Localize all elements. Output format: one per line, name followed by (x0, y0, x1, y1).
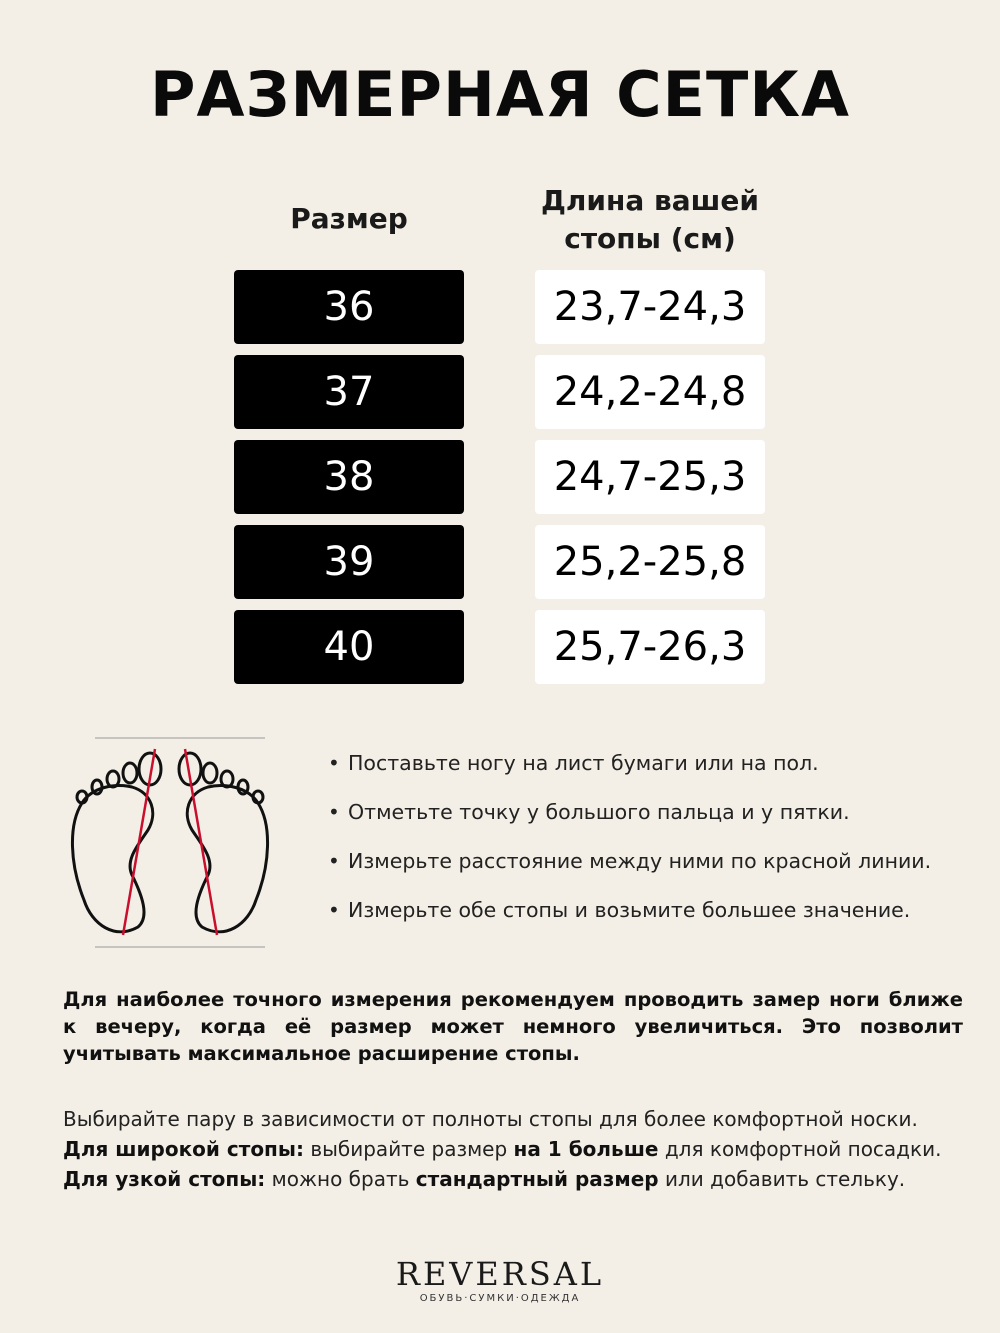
length-cell: 23,7-24,3 (535, 270, 765, 344)
length-cell: 24,2-24,8 (535, 355, 765, 429)
measurement-note: Для наиболее точного измерения рекомендуем проводить замер ноги ближе к вечеру, когда её размер может немного увеличиться. Это позволит учитывать максимальное расширение стопы. (63, 988, 963, 1065)
right-foot-icon (179, 753, 268, 932)
page-title: РАЗМЕРНАЯ СЕТКА (150, 58, 850, 131)
brand-logo: REVERSAL (395, 1255, 605, 1293)
size-cell: 36 (234, 270, 464, 344)
bullet-icon: • (328, 751, 340, 775)
size-cell: 38 (234, 440, 464, 514)
advice-narrow: Для узкой стопы: можно брать стандартный размер или добавить стельку. (63, 1167, 906, 1191)
table-row (0, 270, 1000, 344)
list-item: • Измерьте расстояние между ними по красной линии. (328, 840, 968, 889)
length-cell: 25,7-26,3 (535, 610, 765, 684)
column-header-length: Длина вашей стопы (см) (540, 184, 759, 255)
table-row (0, 610, 1000, 684)
list-item: • Измерьте обе стопы и возьмите большее значение. (328, 889, 968, 938)
brand-tagline: ОБУВЬ·СУМКИ·ОДЕЖДА (419, 1293, 581, 1304)
bullet-icon: • (328, 800, 340, 824)
column-header-size: Размер (290, 202, 408, 235)
size-cell: 37 (234, 355, 464, 429)
bullet-icon: • (328, 898, 340, 922)
list-item: • Поставьте ногу на лист бумаги или на пол. (328, 742, 968, 791)
length-cell: 25,2-25,8 (535, 525, 765, 599)
advice-line: Выбирайте пару в зависимости от полноты стопы для более комфортной носки. (63, 1107, 918, 1131)
left-foot-icon (72, 753, 161, 932)
table-row (0, 525, 1000, 599)
length-cell: 24,7-25,3 (535, 440, 765, 514)
table-row (0, 440, 1000, 514)
instructions-list (328, 742, 968, 938)
fit-advice (63, 1104, 983, 1194)
size-cell: 40 (234, 610, 464, 684)
table-row (0, 355, 1000, 429)
size-cell: 39 (234, 525, 464, 599)
feet-illustration (60, 735, 280, 950)
list-item: • Отметьте точку у большого пальца и у пятки. (328, 791, 968, 840)
advice-wide: Для широкой стопы: выбирайте размер на 1 больше для комфортной посадки. (63, 1137, 942, 1161)
bullet-icon: • (328, 849, 340, 873)
